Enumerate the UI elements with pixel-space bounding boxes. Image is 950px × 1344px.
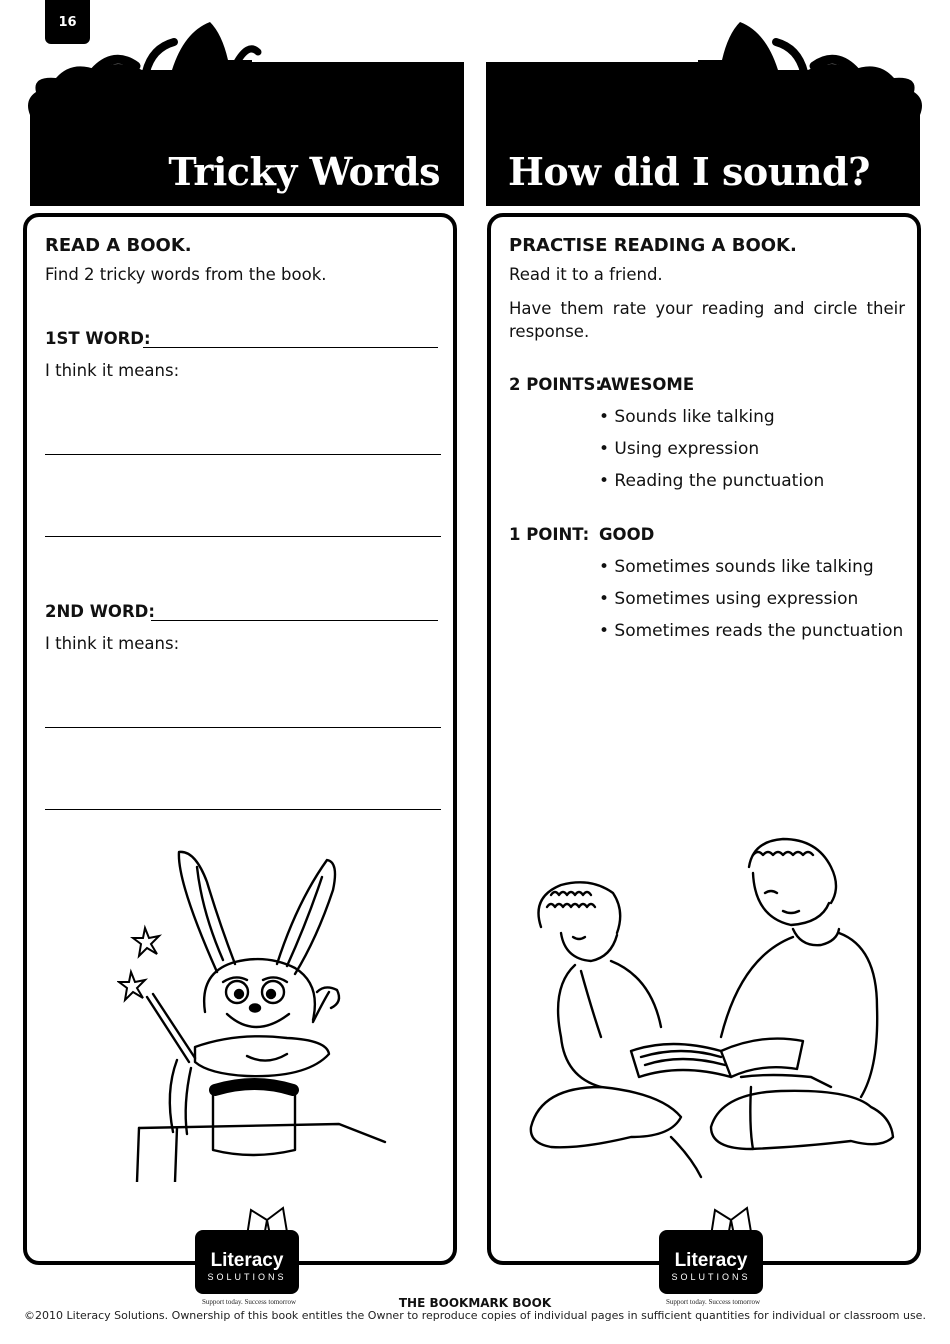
second-meaning-line-2[interactable] [45, 809, 441, 810]
tricky-words-panel [23, 213, 457, 1306]
awesome-item-1: • Sounds like talking [599, 407, 775, 427]
second-word-line[interactable] [151, 620, 438, 621]
second-meaning-line-1[interactable] [45, 727, 441, 728]
logo-subtitle: SOLUTIONS [207, 1272, 287, 1282]
awesome-label[interactable]: AWESOME [599, 375, 695, 394]
logo-tagline: Support today. Success tomorrow [665, 1298, 761, 1306]
how-did-i-sound-panel [487, 213, 921, 1306]
two-points-label[interactable]: 2 POINTS: [509, 375, 603, 394]
footer-book-title: THE BOOKMARK BOOK [398, 1296, 552, 1310]
logo-subtitle: SOLUTIONS [671, 1272, 751, 1282]
read-a-book-heading: READ A BOOK. [45, 235, 192, 256]
left-header-title: Tricky Words [168, 149, 440, 194]
logo-name: Literacy [210, 1250, 284, 1271]
logo-box [195, 1230, 299, 1294]
good-item-2: • Sometimes using expression [599, 589, 859, 609]
awesome-item-3: • Reading the punctuation [599, 471, 825, 491]
footer-copyright: ©2010 Literacy Solutions. Ownership of this book entitles the Owner to reproduce copies of individual pages in sufficient quantities for individual or classroom use. [24, 1309, 926, 1322]
second-meaning-label: I think it means: [45, 634, 180, 653]
first-meaning-line-2[interactable] [45, 536, 441, 537]
second-word-label: 2ND WORD: [45, 602, 155, 621]
practise-reading-heading: PRACTISE READING A BOOK. [509, 235, 797, 256]
good-label[interactable]: GOOD [599, 525, 655, 544]
left-header-banner [22, 20, 464, 206]
logo-box [659, 1230, 763, 1294]
children-reading-illustration [521, 837, 901, 1187]
first-meaning-label: I think it means: [45, 361, 180, 380]
tricky-words-instruction: Find 2 tricky words from the book. [45, 265, 327, 284]
first-word-label: 1ST WORD: [45, 329, 151, 348]
good-item-3: • Sometimes reads the punctuation [599, 621, 904, 641]
logo-tagline: Support today. Success tomorrow [201, 1298, 297, 1306]
logo-name: Literacy [674, 1250, 748, 1271]
right-header-banner [486, 20, 928, 206]
page-number: 16 [45, 0, 90, 44]
one-point-label[interactable]: 1 POINT: [509, 525, 590, 544]
read-to-friend-instruction: Read it to a friend. [509, 265, 663, 284]
good-item-1: • Sometimes sounds like talking [599, 557, 874, 577]
right-header-title: How did I sound? [508, 149, 870, 194]
awesome-item-2: • Using expression [599, 439, 760, 459]
first-meaning-line-1[interactable] [45, 454, 441, 455]
first-word-line[interactable] [143, 347, 438, 348]
rate-reading-instruction: Have them rate your reading and circle their response. [509, 299, 905, 341]
rabbit-magic-hat-illustration [117, 842, 407, 1182]
